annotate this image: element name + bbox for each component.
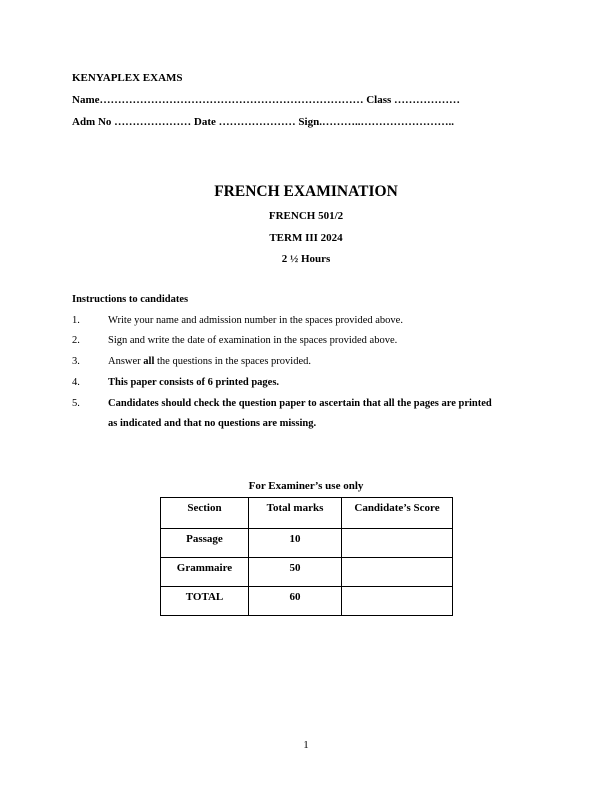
instruction-text: Candidates should check the question paper to ascertain that all the pages are printed — [108, 398, 492, 409]
marks-value: 60 — [289, 591, 301, 603]
instruction-text: Sign and write the date of examination in the spaces provided above. — [108, 335, 398, 346]
section-label: Passage — [186, 533, 223, 545]
table-row — [161, 558, 453, 587]
school-name: KENYAPLEX EXAMS — [72, 72, 183, 84]
section-cell — [161, 587, 249, 616]
instruction-text-post: the questions in the spaces provided. — [154, 356, 311, 367]
score-cell[interactable] — [342, 529, 453, 558]
score-cell[interactable] — [342, 558, 453, 587]
instruction-text: Write your name and admission number in the spaces provided above. — [108, 315, 403, 326]
instruction-number: 3. — [72, 356, 80, 367]
page-number: 1 — [303, 739, 309, 751]
header-label: Section — [187, 502, 222, 514]
marks-cell — [249, 587, 342, 616]
exam-title: FRENCH EXAMINATION — [214, 183, 398, 200]
instruction-text — [108, 356, 311, 367]
section-cell — [161, 529, 249, 558]
header-label: Candidate’s Score — [354, 502, 440, 514]
score-value — [342, 587, 452, 591]
instruction-text-bold: all — [143, 356, 155, 367]
adm-date-sign-line: Adm No ………………… Date ………………… Sign.………..…………………….. — [72, 116, 454, 128]
table-row — [161, 587, 453, 616]
instruction-number: 4. — [72, 377, 80, 388]
score-cell[interactable] — [342, 587, 453, 616]
marks-value: 10 — [289, 533, 301, 545]
marks-cell — [249, 529, 342, 558]
marks-cell — [249, 558, 342, 587]
examiner-score-table — [160, 497, 453, 616]
marks-value: 50 — [289, 562, 301, 574]
table-header-row — [161, 498, 453, 529]
section-label: TOTAL — [185, 591, 224, 603]
name-class-line: Name……………………………………………………………… Class ……………… — [72, 94, 461, 106]
header-cell — [342, 498, 453, 529]
instruction-text-pre: Answer — [108, 356, 144, 367]
instruction-text: This paper consists of 6 printed pages. — [108, 377, 280, 388]
paper-code: FRENCH 501/2 — [268, 210, 344, 222]
examiner-caption: For Examiner’s use only — [248, 480, 364, 492]
section-cell — [161, 558, 249, 587]
instructions-heading: Instructions to candidates — [72, 294, 189, 305]
score-value — [342, 558, 452, 562]
instruction-number: 1. — [72, 315, 80, 326]
header-cell — [161, 498, 249, 529]
term: TERM III 2024 — [269, 232, 343, 244]
header-label: Total marks — [266, 502, 324, 514]
instruction-number: 5. — [72, 398, 80, 409]
instruction-text-continued: as indicated and that no questions are missing. — [108, 418, 317, 429]
score-value — [342, 529, 452, 533]
header-cell — [249, 498, 342, 529]
instruction-number: 2. — [72, 335, 80, 346]
duration: 2 ½ Hours — [281, 253, 331, 265]
section-label: Grammaire — [176, 562, 233, 574]
table-row — [161, 529, 453, 558]
